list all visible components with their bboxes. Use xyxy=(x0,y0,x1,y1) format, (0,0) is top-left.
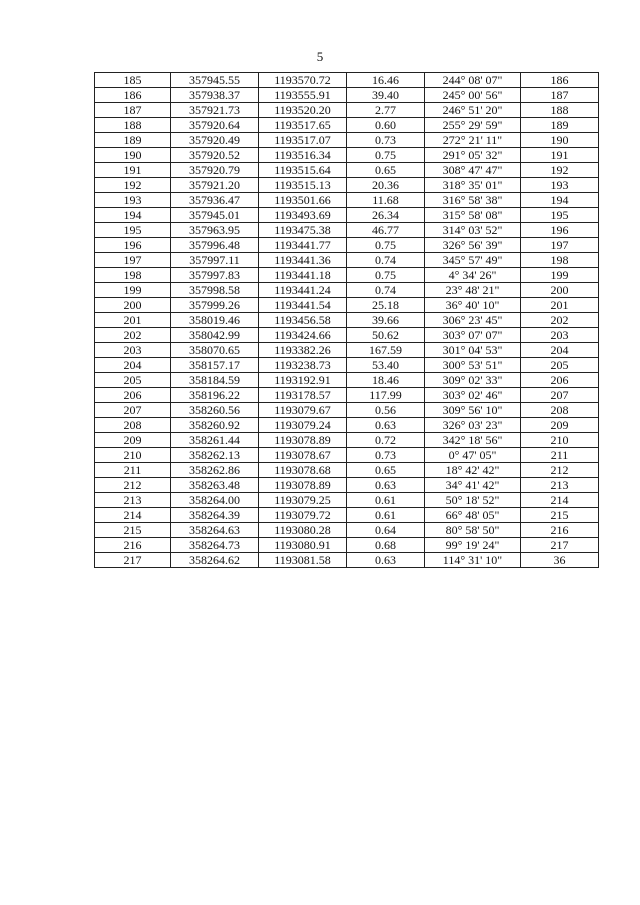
point-number-cell: 191 xyxy=(95,163,171,178)
next-point-cell: 217 xyxy=(521,538,599,553)
x-coordinate-cell: 357998.58 xyxy=(171,283,259,298)
x-coordinate-cell: 358184.59 xyxy=(171,373,259,388)
length-cell: 0.61 xyxy=(347,493,425,508)
y-coordinate-cell: 1193441.36 xyxy=(259,253,347,268)
y-coordinate-cell: 1193078.89 xyxy=(259,433,347,448)
table-row xyxy=(95,388,599,403)
length-cell: 0.56 xyxy=(347,403,425,418)
next-point-cell: 213 xyxy=(521,478,599,493)
x-coordinate-cell: 358264.73 xyxy=(171,538,259,553)
y-coordinate-cell: 1193081.58 xyxy=(259,553,347,568)
table-row xyxy=(95,418,599,433)
table-row xyxy=(95,313,599,328)
table-row xyxy=(95,478,599,493)
length-cell: 39.66 xyxy=(347,313,425,328)
bearing-cell: 326° 56' 39" xyxy=(425,238,521,253)
bearing-cell: 246° 51' 20" xyxy=(425,103,521,118)
point-number-cell: 188 xyxy=(95,118,171,133)
point-number-cell: 208 xyxy=(95,418,171,433)
y-coordinate-cell: 1193080.91 xyxy=(259,538,347,553)
table-row xyxy=(95,208,599,223)
bearing-cell: 318° 35' 01" xyxy=(425,178,521,193)
y-coordinate-cell: 1193192.91 xyxy=(259,373,347,388)
length-cell: 2.77 xyxy=(347,103,425,118)
y-coordinate-cell: 1193078.89 xyxy=(259,478,347,493)
x-coordinate-cell: 357997.83 xyxy=(171,268,259,283)
next-point-cell: 215 xyxy=(521,508,599,523)
bearing-cell: 326° 03' 23" xyxy=(425,418,521,433)
length-cell: 0.63 xyxy=(347,478,425,493)
y-coordinate-cell: 1193078.68 xyxy=(259,463,347,478)
length-cell: 20.36 xyxy=(347,178,425,193)
table-row xyxy=(95,88,599,103)
length-cell: 11.68 xyxy=(347,193,425,208)
x-coordinate-cell: 357945.55 xyxy=(171,73,259,88)
length-cell: 46.77 xyxy=(347,223,425,238)
point-number-cell: 189 xyxy=(95,133,171,148)
next-point-cell: 189 xyxy=(521,118,599,133)
table-row xyxy=(95,178,599,193)
length-cell: 39.40 xyxy=(347,88,425,103)
table-row xyxy=(95,298,599,313)
table-row xyxy=(95,433,599,448)
point-number-cell: 209 xyxy=(95,433,171,448)
next-point-cell: 197 xyxy=(521,238,599,253)
point-number-cell: 210 xyxy=(95,448,171,463)
x-coordinate-cell: 357921.20 xyxy=(171,178,259,193)
table-row xyxy=(95,343,599,358)
table-row xyxy=(95,538,599,553)
next-point-cell: 201 xyxy=(521,298,599,313)
next-point-cell: 192 xyxy=(521,163,599,178)
length-cell: 0.75 xyxy=(347,148,425,163)
point-number-cell: 199 xyxy=(95,283,171,298)
table-row xyxy=(95,358,599,373)
x-coordinate-cell: 358262.13 xyxy=(171,448,259,463)
y-coordinate-cell: 1193517.65 xyxy=(259,118,347,133)
page-number: 5 xyxy=(316,49,324,64)
x-coordinate-cell: 358019.46 xyxy=(171,313,259,328)
next-point-cell: 191 xyxy=(521,148,599,163)
x-coordinate-cell: 358264.63 xyxy=(171,523,259,538)
table-row xyxy=(95,73,599,88)
point-number-cell: 193 xyxy=(95,193,171,208)
next-point-cell: 195 xyxy=(521,208,599,223)
y-coordinate-cell: 1193517.07 xyxy=(259,133,347,148)
next-point-cell: 200 xyxy=(521,283,599,298)
next-point-cell: 206 xyxy=(521,373,599,388)
table-row xyxy=(95,328,599,343)
bearing-cell: 303° 07' 07" xyxy=(425,328,521,343)
next-point-cell: 187 xyxy=(521,88,599,103)
x-coordinate-cell: 357920.79 xyxy=(171,163,259,178)
next-point-cell: 214 xyxy=(521,493,599,508)
length-cell: 0.65 xyxy=(347,463,425,478)
next-point-cell: 199 xyxy=(521,268,599,283)
x-coordinate-cell: 358157.17 xyxy=(171,358,259,373)
y-coordinate-cell: 1193555.91 xyxy=(259,88,347,103)
point-number-cell: 202 xyxy=(95,328,171,343)
length-cell: 26.34 xyxy=(347,208,425,223)
x-coordinate-cell: 357997.11 xyxy=(171,253,259,268)
bearing-cell: 18° 42' 42" xyxy=(425,463,521,478)
table-row xyxy=(95,523,599,538)
length-cell: 0.65 xyxy=(347,163,425,178)
bearing-cell: 301° 04' 53" xyxy=(425,343,521,358)
bearing-cell: 291° 05' 32" xyxy=(425,148,521,163)
bearing-cell: 309° 02' 33" xyxy=(425,373,521,388)
x-coordinate-cell: 357945.01 xyxy=(171,208,259,223)
table-row xyxy=(95,448,599,463)
length-cell: 53.40 xyxy=(347,358,425,373)
y-coordinate-cell: 1193079.25 xyxy=(259,493,347,508)
next-point-cell: 207 xyxy=(521,388,599,403)
bearing-cell: 255° 29' 59" xyxy=(425,118,521,133)
length-cell: 0.75 xyxy=(347,268,425,283)
x-coordinate-cell: 358263.48 xyxy=(171,478,259,493)
x-coordinate-cell: 357920.64 xyxy=(171,118,259,133)
x-coordinate-cell: 358070.65 xyxy=(171,343,259,358)
length-cell: 0.73 xyxy=(347,133,425,148)
x-coordinate-cell: 357996.48 xyxy=(171,238,259,253)
table-row xyxy=(95,193,599,208)
point-number-cell: 203 xyxy=(95,343,171,358)
point-number-cell: 216 xyxy=(95,538,171,553)
x-coordinate-cell: 358196.22 xyxy=(171,388,259,403)
point-number-cell: 194 xyxy=(95,208,171,223)
bearing-cell: 316° 58' 38" xyxy=(425,193,521,208)
x-coordinate-cell: 358264.00 xyxy=(171,493,259,508)
table-row xyxy=(95,283,599,298)
x-coordinate-cell: 358261.44 xyxy=(171,433,259,448)
y-coordinate-cell: 1193382.26 xyxy=(259,343,347,358)
next-point-cell: 205 xyxy=(521,358,599,373)
table-row xyxy=(95,118,599,133)
y-coordinate-cell: 1193178.57 xyxy=(259,388,347,403)
next-point-cell: 190 xyxy=(521,133,599,148)
next-point-cell: 203 xyxy=(521,328,599,343)
point-number-cell: 215 xyxy=(95,523,171,538)
y-coordinate-cell: 1193079.72 xyxy=(259,508,347,523)
y-coordinate-cell: 1193456.58 xyxy=(259,313,347,328)
point-number-cell: 195 xyxy=(95,223,171,238)
next-point-cell: 209 xyxy=(521,418,599,433)
length-cell: 0.74 xyxy=(347,253,425,268)
length-cell: 0.63 xyxy=(347,553,425,568)
y-coordinate-cell: 1193424.66 xyxy=(259,328,347,343)
table-row xyxy=(95,268,599,283)
point-number-cell: 192 xyxy=(95,178,171,193)
y-coordinate-cell: 1193238.73 xyxy=(259,358,347,373)
x-coordinate-cell: 358264.62 xyxy=(171,553,259,568)
x-coordinate-cell: 358262.86 xyxy=(171,463,259,478)
table-row xyxy=(95,223,599,238)
point-number-cell: 206 xyxy=(95,388,171,403)
next-point-cell: 211 xyxy=(521,448,599,463)
table-row xyxy=(95,238,599,253)
bearing-cell: 50° 18' 52" xyxy=(425,493,521,508)
next-point-cell: 210 xyxy=(521,433,599,448)
bearing-cell: 23° 48' 21" xyxy=(425,283,521,298)
y-coordinate-cell: 1193441.24 xyxy=(259,283,347,298)
next-point-cell: 212 xyxy=(521,463,599,478)
next-point-cell: 208 xyxy=(521,403,599,418)
x-coordinate-cell: 357920.49 xyxy=(171,133,259,148)
y-coordinate-cell: 1193516.34 xyxy=(259,148,347,163)
point-number-cell: 185 xyxy=(95,73,171,88)
next-point-cell: 196 xyxy=(521,223,599,238)
table-row xyxy=(95,163,599,178)
y-coordinate-cell: 1193079.24 xyxy=(259,418,347,433)
y-coordinate-cell: 1193441.54 xyxy=(259,298,347,313)
table-row xyxy=(95,148,599,163)
length-cell: 0.74 xyxy=(347,283,425,298)
y-coordinate-cell: 1193520.20 xyxy=(259,103,347,118)
bearing-cell: 308° 47' 47" xyxy=(425,163,521,178)
length-cell: 18.46 xyxy=(347,373,425,388)
bearing-cell: 0° 47' 05" xyxy=(425,448,521,463)
length-cell: 0.61 xyxy=(347,508,425,523)
x-coordinate-cell: 357936.47 xyxy=(171,193,259,208)
x-coordinate-cell: 357963.95 xyxy=(171,223,259,238)
bearing-cell: 244° 08' 07" xyxy=(425,73,521,88)
table-row xyxy=(95,373,599,388)
bearing-cell: 303° 02' 46" xyxy=(425,388,521,403)
x-coordinate-cell: 357920.52 xyxy=(171,148,259,163)
bearing-cell: 314° 03' 52" xyxy=(425,223,521,238)
next-point-cell: 202 xyxy=(521,313,599,328)
table-row xyxy=(95,253,599,268)
length-cell: 0.60 xyxy=(347,118,425,133)
bearing-cell: 80° 58' 50" xyxy=(425,523,521,538)
point-number-cell: 198 xyxy=(95,268,171,283)
x-coordinate-cell: 357999.26 xyxy=(171,298,259,313)
y-coordinate-cell: 1193441.18 xyxy=(259,268,347,283)
bearing-cell: 272° 21' 11" xyxy=(425,133,521,148)
length-cell: 0.63 xyxy=(347,418,425,433)
table-row xyxy=(95,133,599,148)
next-point-cell: 194 xyxy=(521,193,599,208)
length-cell: 167.59 xyxy=(347,343,425,358)
length-cell: 0.72 xyxy=(347,433,425,448)
point-number-cell: 200 xyxy=(95,298,171,313)
y-coordinate-cell: 1193515.64 xyxy=(259,163,347,178)
y-coordinate-cell: 1193475.38 xyxy=(259,223,347,238)
point-number-cell: 197 xyxy=(95,253,171,268)
bearing-cell: 342° 18' 56" xyxy=(425,433,521,448)
length-cell: 25.18 xyxy=(347,298,425,313)
table-row xyxy=(95,508,599,523)
next-point-cell: 216 xyxy=(521,523,599,538)
table-row xyxy=(95,403,599,418)
length-cell: 0.68 xyxy=(347,538,425,553)
bearing-cell: 114° 31' 10" xyxy=(425,553,521,568)
bearing-cell: 309° 56' 10" xyxy=(425,403,521,418)
bearing-cell: 245° 00' 56" xyxy=(425,88,521,103)
length-cell: 16.46 xyxy=(347,73,425,88)
y-coordinate-cell: 1193493.69 xyxy=(259,208,347,223)
point-number-cell: 213 xyxy=(95,493,171,508)
point-number-cell: 217 xyxy=(95,553,171,568)
length-cell: 50.62 xyxy=(347,328,425,343)
y-coordinate-cell: 1193515.13 xyxy=(259,178,347,193)
next-point-cell: 188 xyxy=(521,103,599,118)
bearing-cell: 306° 23' 45" xyxy=(425,313,521,328)
table-row xyxy=(95,103,599,118)
table-body xyxy=(95,73,599,568)
bearing-cell: 315° 58' 08" xyxy=(425,208,521,223)
bearing-cell: 300° 53' 51" xyxy=(425,358,521,373)
coordinates-table xyxy=(94,72,599,568)
y-coordinate-cell: 1193501.66 xyxy=(259,193,347,208)
length-cell: 0.73 xyxy=(347,448,425,463)
point-number-cell: 212 xyxy=(95,478,171,493)
y-coordinate-cell: 1193079.67 xyxy=(259,403,347,418)
next-point-cell: 186 xyxy=(521,73,599,88)
point-number-cell: 187 xyxy=(95,103,171,118)
bearing-cell: 66° 48' 05" xyxy=(425,508,521,523)
x-coordinate-cell: 358264.39 xyxy=(171,508,259,523)
point-number-cell: 196 xyxy=(95,238,171,253)
length-cell: 117.99 xyxy=(347,388,425,403)
point-number-cell: 207 xyxy=(95,403,171,418)
y-coordinate-cell: 1193080.28 xyxy=(259,523,347,538)
point-number-cell: 214 xyxy=(95,508,171,523)
point-number-cell: 186 xyxy=(95,88,171,103)
point-number-cell: 211 xyxy=(95,463,171,478)
x-coordinate-cell: 358042.99 xyxy=(171,328,259,343)
x-coordinate-cell: 357921.73 xyxy=(171,103,259,118)
next-point-cell: 198 xyxy=(521,253,599,268)
next-point-cell: 204 xyxy=(521,343,599,358)
next-point-cell: 193 xyxy=(521,178,599,193)
y-coordinate-cell: 1193570.72 xyxy=(259,73,347,88)
x-coordinate-cell: 358260.56 xyxy=(171,403,259,418)
length-cell: 0.75 xyxy=(347,238,425,253)
x-coordinate-cell: 358260.92 xyxy=(171,418,259,433)
point-number-cell: 205 xyxy=(95,373,171,388)
bearing-cell: 4° 34' 26" xyxy=(425,268,521,283)
bearing-cell: 34° 41' 42" xyxy=(425,478,521,493)
bearing-cell: 345° 57' 49" xyxy=(425,253,521,268)
bearing-cell: 99° 19' 24" xyxy=(425,538,521,553)
y-coordinate-cell: 1193078.67 xyxy=(259,448,347,463)
point-number-cell: 190 xyxy=(95,148,171,163)
length-cell: 0.64 xyxy=(347,523,425,538)
next-point-cell: 36 xyxy=(521,553,599,568)
y-coordinate-cell: 1193441.77 xyxy=(259,238,347,253)
table-row xyxy=(95,463,599,478)
point-number-cell: 204 xyxy=(95,358,171,373)
x-coordinate-cell: 357938.37 xyxy=(171,88,259,103)
bearing-cell: 36° 40' 10" xyxy=(425,298,521,313)
point-number-cell: 201 xyxy=(95,313,171,328)
table-row xyxy=(95,553,599,568)
table-row xyxy=(95,493,599,508)
